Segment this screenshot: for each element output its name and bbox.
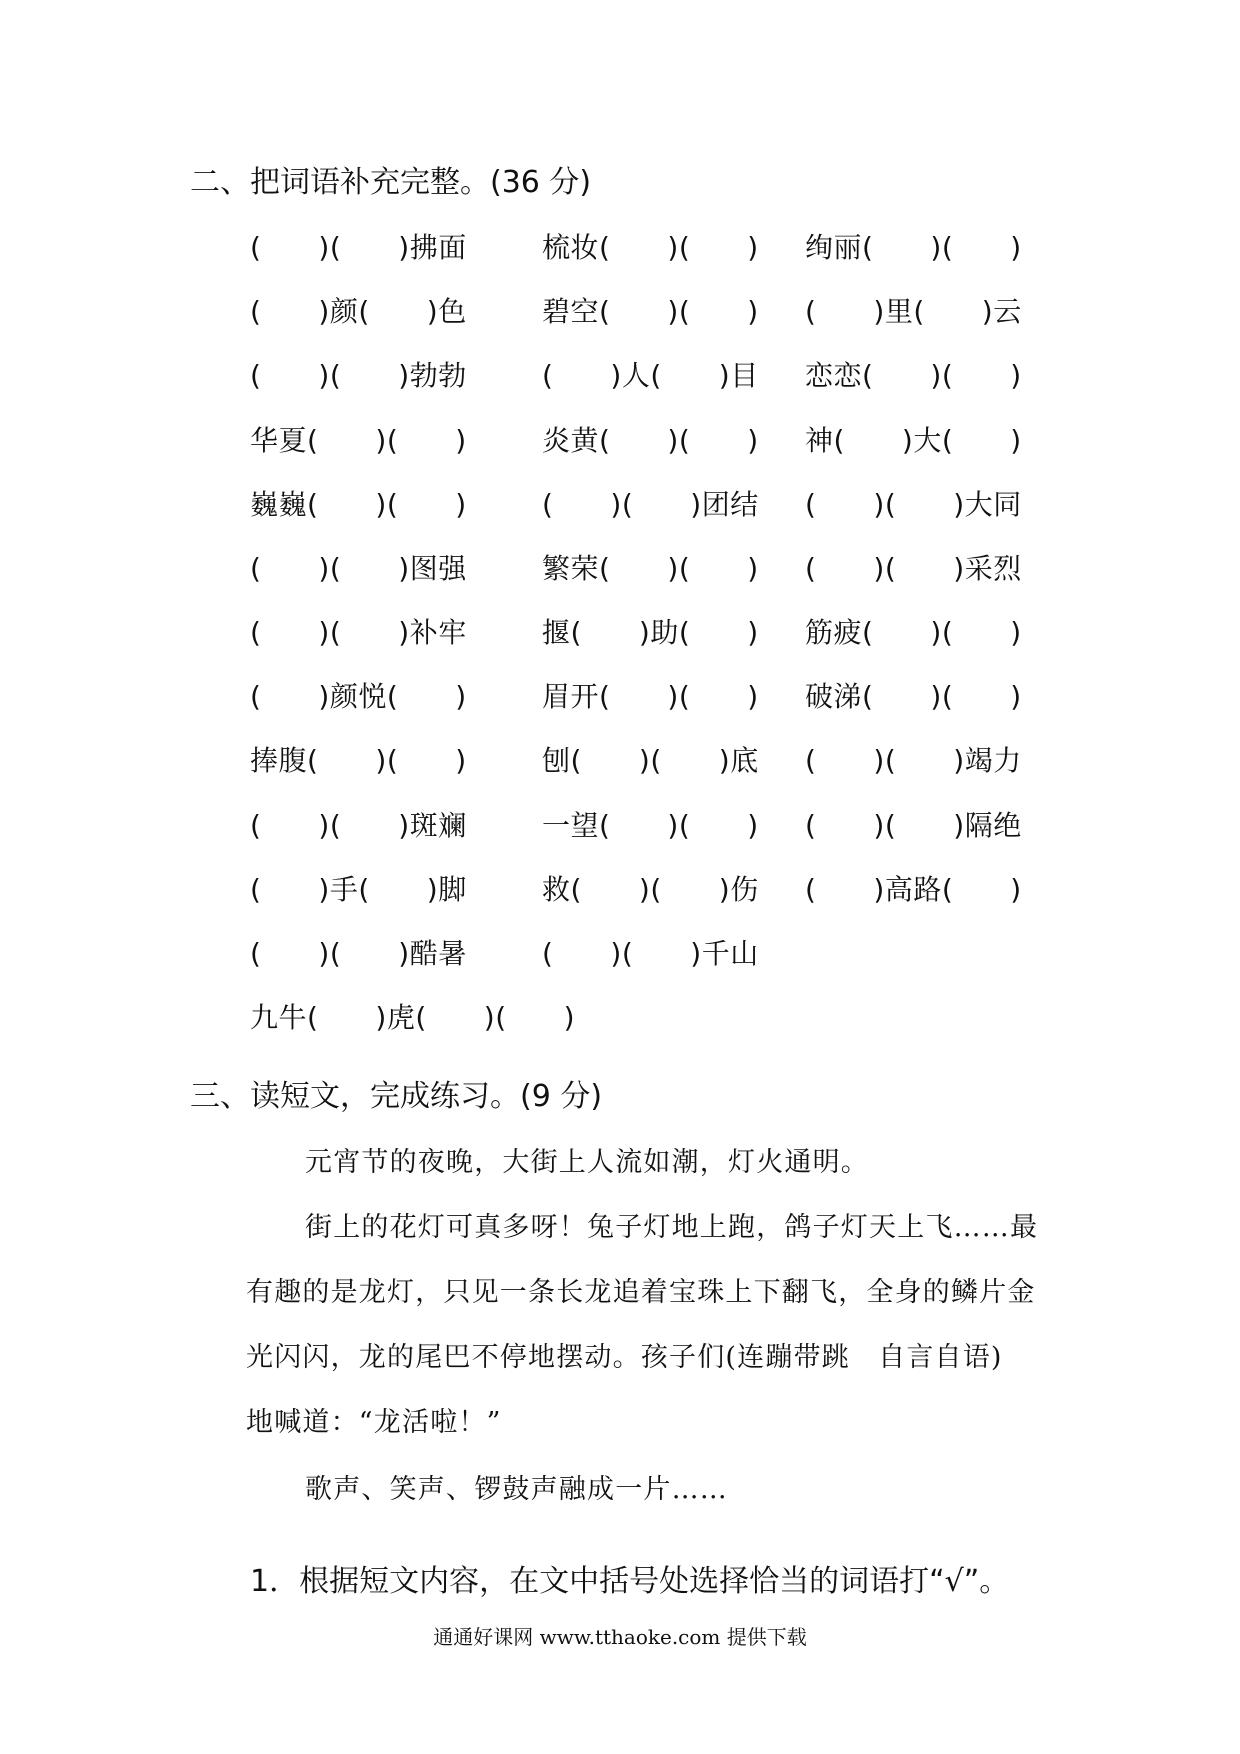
word-blank-item: 巍巍( )( ) xyxy=(250,488,467,521)
word-blank-item: ( )( )图强 xyxy=(250,552,467,585)
word-blank-item: ( )( )斑斓 xyxy=(250,809,467,842)
word-blank-item: ( )高路( ) xyxy=(805,873,1022,906)
word-row xyxy=(250,485,1050,525)
word-blank-item: 繁荣( )( ) xyxy=(542,552,759,585)
word-blank-item: 一望( )( ) xyxy=(542,809,759,842)
section-3-heading: 三、读短文，完成练习。(9 分) xyxy=(190,1079,603,1114)
word-blank-item: 刨( )( )底 xyxy=(542,744,759,777)
footer-credit: 通通好课网 www.tthaoke.com 提供下载 xyxy=(433,1625,807,1649)
word-blank-item: 碧空( )( ) xyxy=(542,295,759,328)
word-row xyxy=(250,934,1050,974)
word-row xyxy=(250,228,1050,268)
word-row xyxy=(250,870,1050,910)
word-blank-item: 梳妆( )( ) xyxy=(542,231,759,264)
word-blank-item: ( )人( )目 xyxy=(542,359,759,392)
word-blank-item: 筋疲( )( ) xyxy=(805,616,1022,649)
word-blank-item: ( )( )补牢 xyxy=(250,616,467,649)
word-row xyxy=(250,998,1050,1038)
word-blank-item: ( )( )隔绝 xyxy=(805,809,1022,842)
word-row xyxy=(250,613,1050,653)
word-blank-item: ( )里( )云 xyxy=(805,295,1022,328)
word-blank-item: ( )手( )脚 xyxy=(250,873,467,906)
word-blank-item: ( )( )拂面 xyxy=(250,231,467,264)
word-blank-item: ( )( )千山 xyxy=(542,937,759,970)
word-blank-item: 捧腹( )( ) xyxy=(250,744,467,777)
word-blank-item: 神( )大( ) xyxy=(805,424,1022,457)
word-blank-item: ( )( )采烈 xyxy=(805,552,1022,585)
word-blank-item: ( )( )勃勃 xyxy=(250,359,467,392)
passage-paragraph-1: 元宵节的夜晚，大街上人流如潮，灯火通明。 xyxy=(305,1147,869,1178)
section-2-heading: 二、把词语补充完整。(36 分) xyxy=(190,165,592,200)
word-row xyxy=(250,421,1050,461)
word-blank-item: 揠( )助( ) xyxy=(542,616,759,649)
question-1: 1．根据短文内容，在文中括号处选择恰当的词语打“√”。 xyxy=(250,1564,1010,1599)
word-row xyxy=(250,292,1050,332)
word-blank-item: 绚丽( )( ) xyxy=(805,231,1022,264)
passage-paragraph-3: 歌声、笑声、锣鼓声融成一片…… xyxy=(305,1474,728,1505)
word-blank-item: 救( )( )伤 xyxy=(542,873,759,906)
word-blank-item: ( )颜( )色 xyxy=(250,295,467,328)
word-blank-item: ( )( )团结 xyxy=(542,488,759,521)
word-blank-item: ( )( )竭力 xyxy=(805,744,1022,777)
word-row xyxy=(250,741,1050,781)
word-row xyxy=(250,677,1050,717)
word-blank-item: 眉开( )( ) xyxy=(542,680,759,713)
word-blank-item: 华夏( )( ) xyxy=(250,424,467,457)
word-blank-item: ( )( )酷暑 xyxy=(250,937,467,970)
word-blank-item: ( )( )大同 xyxy=(805,488,1022,521)
word-row xyxy=(250,356,1050,396)
word-blank-item: 炎黄( )( ) xyxy=(542,424,759,457)
word-blank-item: 破涕( )( ) xyxy=(805,680,1022,713)
word-blank-item: ( )颜悦( ) xyxy=(250,680,467,713)
word-row xyxy=(250,549,1050,589)
passage-paragraph-2-line-4: 地喊道：“龙活啦！” xyxy=(246,1407,502,1438)
word-blank-item: 恋恋( )( ) xyxy=(805,359,1022,392)
passage-paragraph-2-line-1: 街上的花灯可真多呀！兔子灯地上跑，鸽子灯天上飞……最 xyxy=(305,1212,1039,1243)
passage-paragraph-2-line-3: 光闪闪，龙的尾巴不停地摆动。孩子们(连蹦带跳 自言自语) xyxy=(246,1342,1003,1373)
passage-paragraph-2-line-2: 有趣的是龙灯，只见一条长龙追着宝珠上下翻飞，全身的鳞片金 xyxy=(246,1277,1036,1308)
word-row xyxy=(250,806,1050,846)
word-blank-item: 九牛( )虎( )( ) xyxy=(250,1001,576,1034)
